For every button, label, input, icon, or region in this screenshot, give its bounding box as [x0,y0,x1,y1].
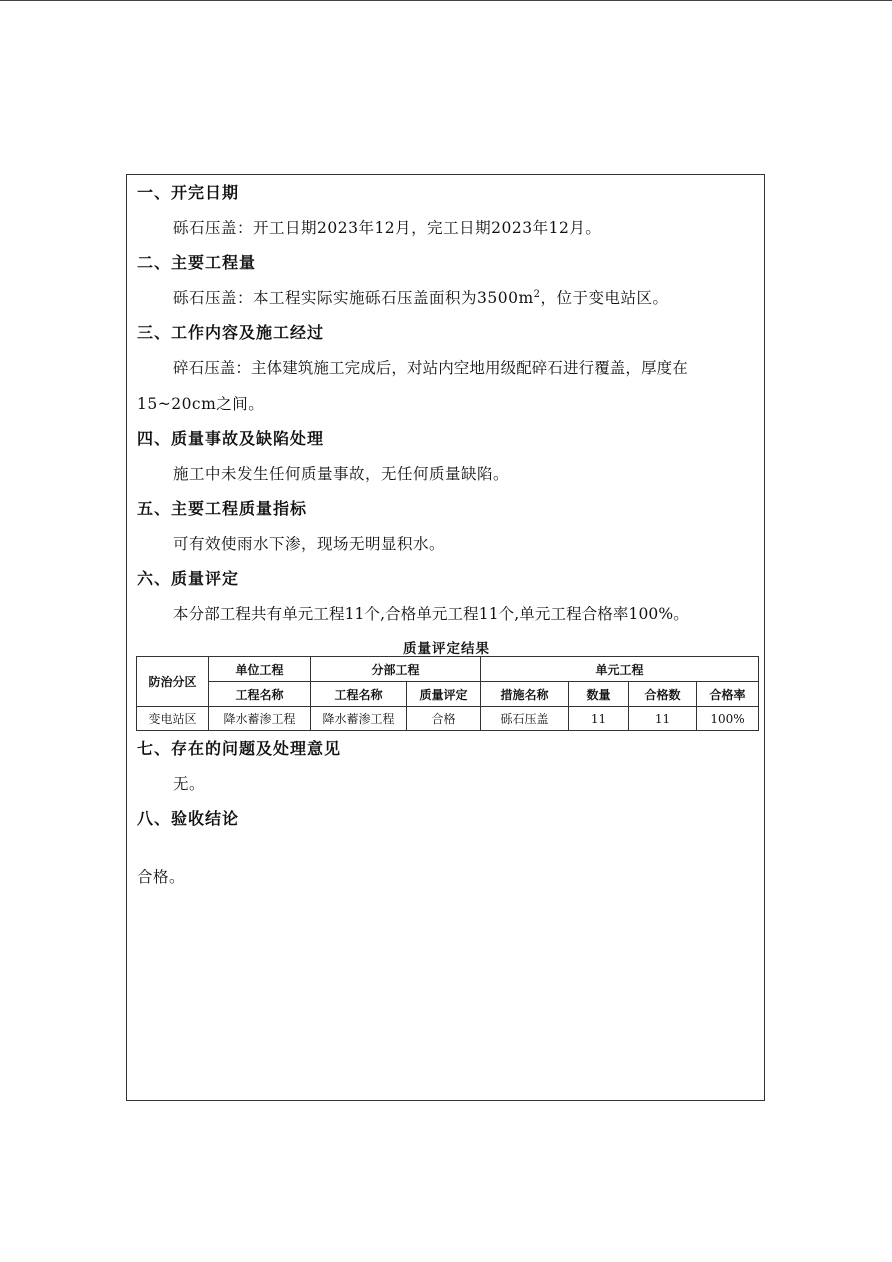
header-unit-element: 单元工程 [481,657,759,682]
section-3-text-line2: 15~20cm之间。 [137,395,265,413]
area-unit-superscript: 2 [533,288,541,300]
section-6-heading: 六、质量评定 [137,569,240,588]
cell-qualified-count: 11 [629,707,697,731]
section-4-text: 施工中未发生任何质量事故，无任何质量缺陷。 [173,465,510,483]
cell-division-project-name: 降水蓄渗工程 [311,707,407,731]
section-3-text-line1: 碎石压盖：主体建筑施工完成后，对站内空地用级配碎石进行覆盖，厚度在 [173,359,688,377]
section-7-heading: 七、存在的问题及处理意见 [137,739,342,758]
table-header-row-top [137,657,759,682]
section-8-heading: 八、验收结论 [137,809,240,828]
section-7-text: 无。 [173,775,206,793]
section-2-text-main: 砾石压盖：本工程实际实施砾石压盖面积为3500m [173,289,534,307]
section-2-text-tail: ，位于变电站区。 [540,289,669,307]
section-5-text: 可有效使雨水下渗，现场无明显积水。 [173,535,446,553]
section-2-heading: 二、主要工程量 [137,253,257,272]
report-frame [126,174,765,1101]
section-8-text: 合格。 [137,868,186,886]
table-row [137,707,759,731]
cell-measure-name: 砾石压盖 [481,707,569,731]
header-division-project: 分部工程 [311,657,481,682]
header-qualified-count: 合格数 [629,682,697,707]
header-unit-project: 单位工程 [209,657,311,682]
quality-assessment-table [136,656,759,731]
header-unit-project-name: 工程名称 [209,682,311,707]
header-zone: 防治分区 [137,657,209,707]
header-quantity: 数量 [569,682,629,707]
section-2-text [173,288,669,308]
section-6-text: 本分部工程共有单元工程11个,合格单元工程11个,单元工程合格率100%。 [173,605,689,623]
quality-table-caption: 质量评定结果 [403,641,490,657]
cell-quantity: 11 [569,707,629,731]
section-1-heading: 一、开完日期 [137,183,240,202]
header-quality-rating: 质量评定 [407,682,481,707]
cell-quality-rating: 合格 [407,707,481,731]
header-qualified-rate: 合格率 [697,682,759,707]
section-4-heading: 四、质量事故及缺陷处理 [137,429,325,448]
section-3-heading: 三、工作内容及施工经过 [137,323,325,342]
section-1-text: 砾石压盖：开工日期2023年12月，完工日期2023年12月。 [173,219,602,237]
page-top-rule [0,0,892,1]
cell-zone: 变电站区 [137,707,209,731]
header-measure-name: 措施名称 [481,682,569,707]
cell-qualified-rate: 100% [697,707,759,731]
section-5-heading: 五、主要工程质量指标 [137,499,308,518]
cell-unit-project-name: 降水蓄渗工程 [209,707,311,731]
header-division-project-name: 工程名称 [311,682,407,707]
table-header-row-sub [137,682,759,707]
